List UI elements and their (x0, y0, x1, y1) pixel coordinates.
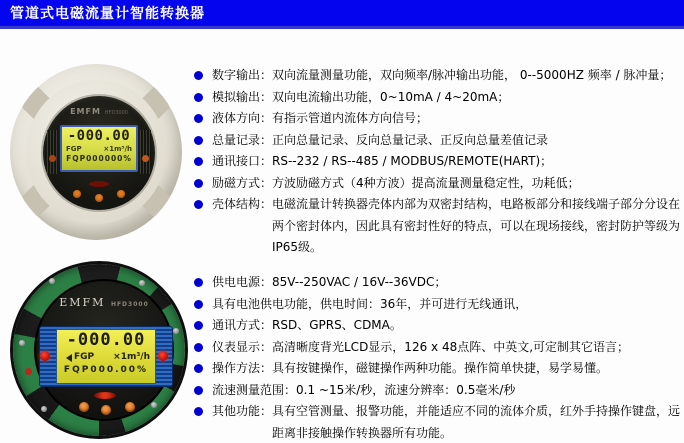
screw-icon (49, 278, 55, 284)
spec-item-excitation-mode: 励磁方式：方波励磁方式（4种方波）提高流量测量稳定性，功耗低； (192, 173, 684, 195)
spec-list-top (192, 65, 684, 259)
converter-ring (13, 264, 185, 436)
spec-item-display: 仪表显示：高清晰度背光LCD显示，126 x 48点阵、中英文,可定制其它语言； (192, 337, 684, 359)
lcd-mode-label: FGP (66, 145, 82, 153)
page-header (0, 0, 684, 29)
spec-item-operation: 操作方法：具有按键操作，磁键操作两种功能。操作简单快捷，易学易懂。 (192, 358, 684, 380)
converter-face (34, 279, 174, 421)
panel-button[interactable] (95, 194, 103, 202)
grille-left (47, 130, 58, 174)
panel-button[interactable] (79, 402, 89, 412)
bullet-icon (194, 364, 203, 373)
screw-icon (41, 406, 47, 412)
page-title: 管道式电磁流量计智能转换器 (10, 6, 205, 22)
spec-item-velocity-range: 流速测量范围：0.1 ~15米/秒，流速分辨率：0.5毫米/秒 (192, 380, 684, 402)
indicator-light-right (142, 155, 149, 162)
panel-button[interactable] (117, 190, 125, 198)
indicator-light-right (158, 351, 168, 361)
spec-item-liquid-direction: 液体方向：有指示管道内流体方向信号； (192, 108, 684, 130)
panel-button[interactable] (73, 190, 81, 198)
spec-item-comm-interface: 通讯接口：RS--232 / RS--485 / MODBUS/REMOTE(HART)； (192, 151, 684, 173)
bullet-icon (194, 407, 203, 416)
panel-button[interactable] (125, 402, 135, 412)
panel-button[interactable] (101, 405, 111, 415)
grille-right (140, 130, 151, 174)
lcd-unit-label: ×1m³/h (103, 145, 132, 153)
brand-label (43, 107, 155, 116)
screw-icon (151, 402, 157, 408)
lcd-display (60, 125, 138, 172)
bullet-icon (194, 136, 203, 145)
lcd-unit-label: ×1m³/h (113, 352, 150, 362)
status-lamp (89, 181, 109, 187)
screw-icon (19, 340, 25, 346)
indicator-light-left (49, 155, 56, 162)
bullet-icon (194, 179, 203, 188)
bullet-icon (194, 71, 203, 80)
spec-item-comm-mode: 通讯方式：RSD、GPRS、CDMA。 (192, 315, 684, 337)
lcd-bezel (39, 326, 173, 387)
status-lamp (94, 392, 116, 399)
brand-label (36, 296, 172, 309)
ring-component (25, 368, 32, 375)
converter-photo-bottom (8, 262, 188, 440)
bullet-icon (194, 300, 203, 309)
brand-text: EMFM (59, 296, 106, 309)
bullet-icon (194, 321, 203, 330)
lcd-display (56, 329, 156, 384)
model-text: HFD3000 (110, 301, 149, 308)
brand-text: EMFM (70, 107, 101, 116)
lcd-mode-label: FGP (74, 352, 95, 362)
converter-photo-top (8, 60, 188, 258)
model-text: HFD3000 (104, 110, 128, 116)
screw-icon (173, 328, 179, 334)
lcd-total-value: FQP000.00% (63, 365, 149, 375)
bullet-icon (194, 343, 203, 352)
bullet-icon (194, 386, 203, 395)
spec-list-bottom (192, 272, 684, 443)
bullet-icon (194, 93, 203, 102)
indicator-light-left (40, 351, 50, 361)
spec-item-power-supply: 供电电源：85V--250VAC / 16V--36VDC； (192, 272, 684, 294)
spec-item-digital-output: 数字输出：双向流量测量功能，双向频率/脉冲输出功能， 0--5000HZ 频率 / 脉冲量； (192, 65, 684, 87)
converter-face (43, 96, 155, 210)
bullet-icon (194, 278, 203, 287)
spec-item-analog-output: 模拟输出：双向电流输出功能，0~10mA / 4~20mA； (192, 87, 684, 109)
bullet-icon (194, 200, 203, 209)
spec-item-other-functions: 其他功能：具有空管测量、报警功能，并能适应不同的流体介质，红外手持操作键盘，远距离非接触操作转换器所有功能。 (192, 401, 684, 443)
bullet-icon (194, 157, 203, 166)
bullet-icon (194, 114, 203, 123)
spec-item-housing-structure: 壳体结构：电磁流量计转换器壳体内部为双密封结构，电路板部分和接线端子部分分设在两个密封体内，因此具有密封性好的特点，可以在现场接线，密封防护等级为IP65级。 (192, 194, 684, 259)
screw-icon (139, 280, 145, 286)
lcd-total-value: FQP000000% (66, 154, 132, 163)
lcd-flow-value: -000.00 (66, 330, 146, 350)
spec-item-battery-power: 具有电池供电功能，供电时间：36年，并可进行无线通讯， (192, 294, 684, 316)
lcd-flow-value: -000.00 (67, 128, 131, 144)
speaker-icon (62, 354, 72, 362)
converter-housing (10, 64, 182, 240)
spec-item-totalizer-record: 总量记录：正向总量记录、反向总量记录、正反向总量差值记录 (192, 130, 684, 152)
